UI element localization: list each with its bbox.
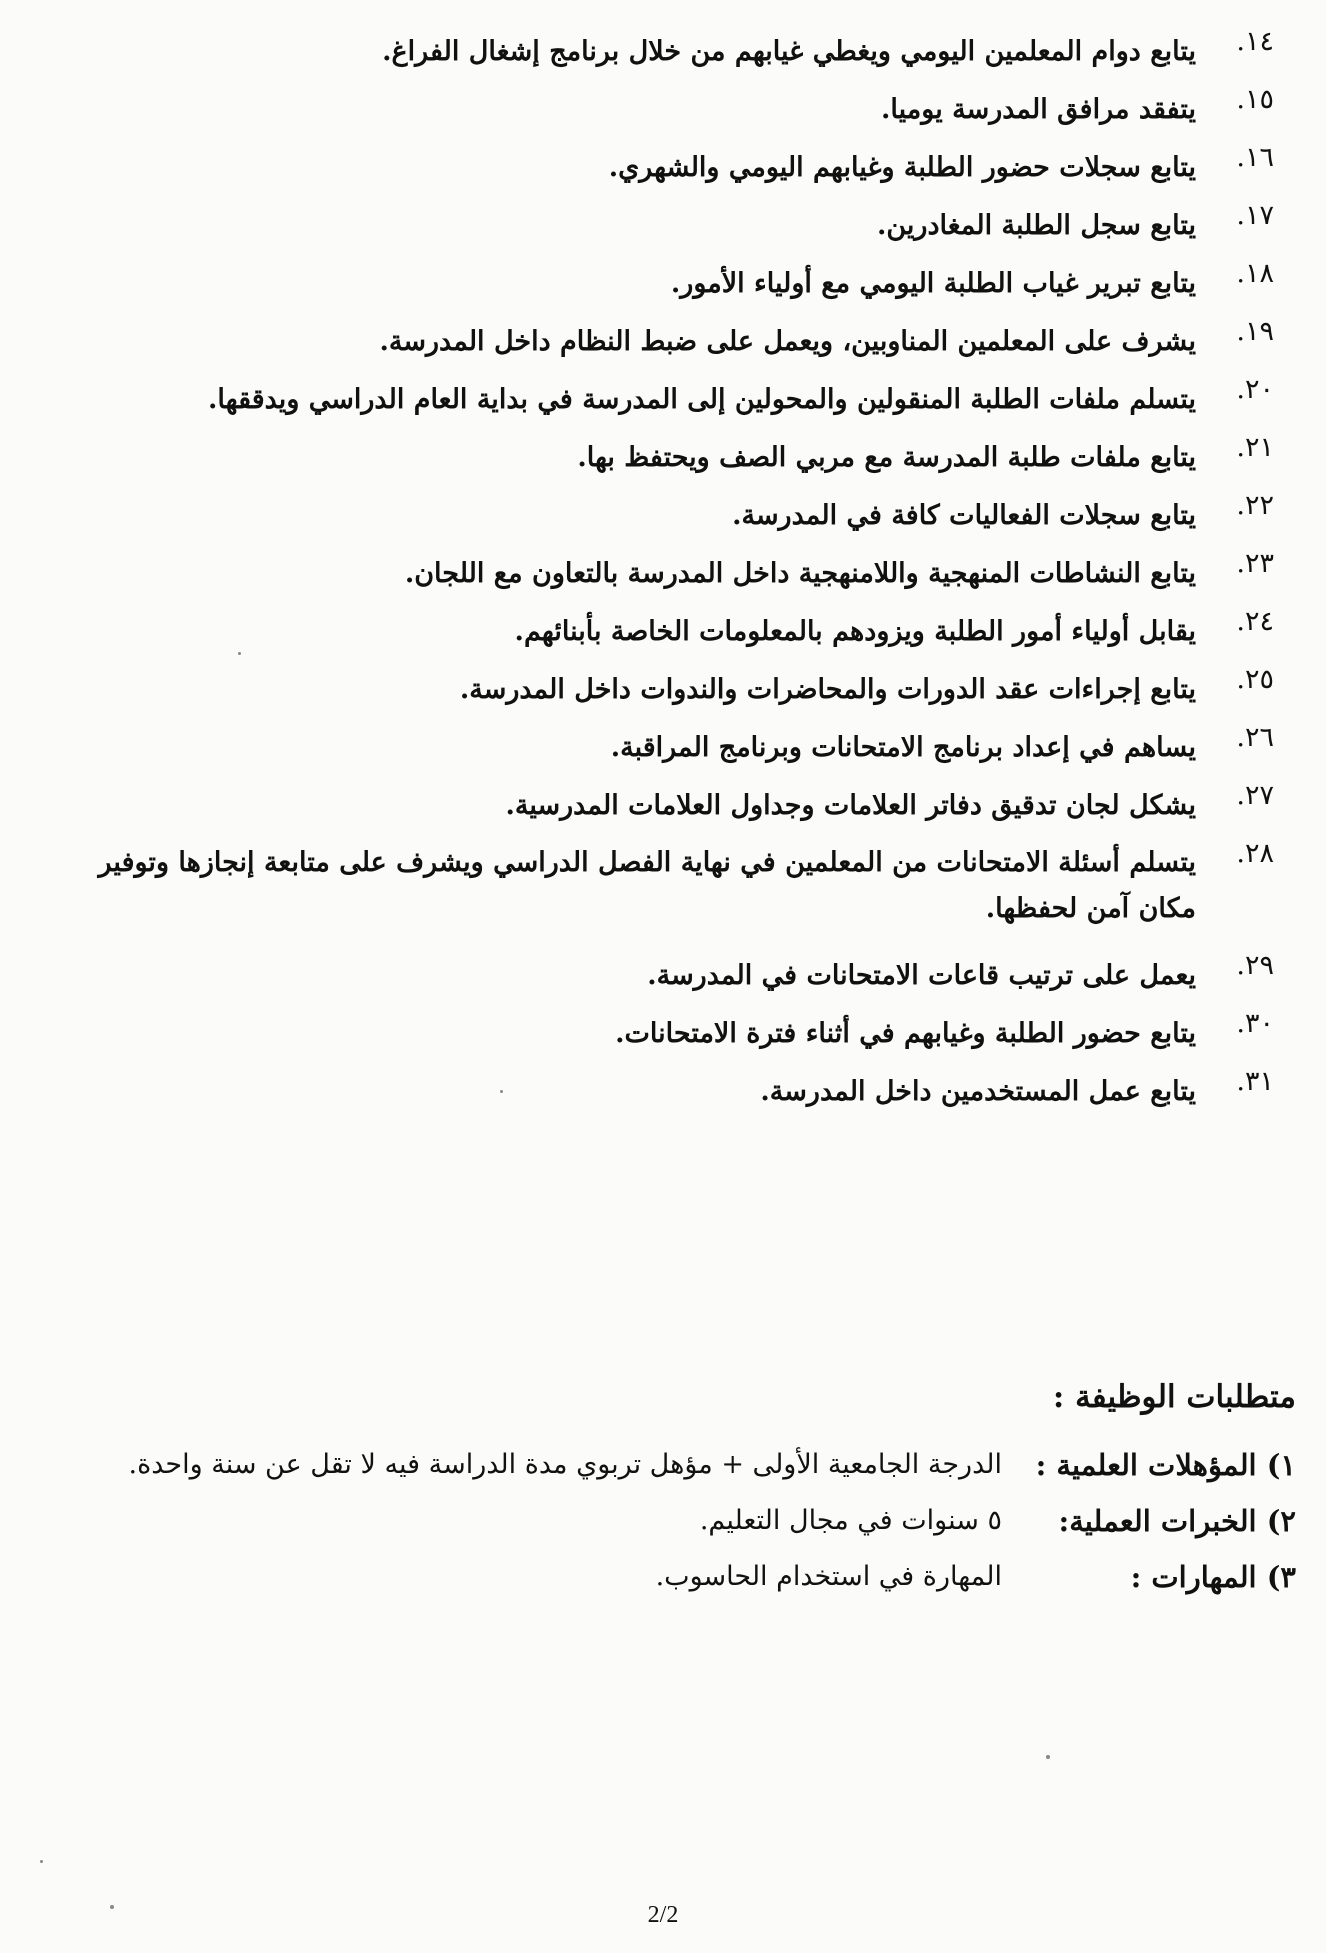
qualifications-label: ١) المؤهلات العلمية : — [1035, 1448, 1296, 1482]
list-item — [34, 22, 1274, 80]
list-item — [34, 1062, 1274, 1120]
scan-speck — [1046, 1755, 1050, 1759]
item-text: يتابع سجلات حضور الطلبة وغيابهم اليومي والشهري. — [608, 152, 1196, 183]
scan-speck — [238, 652, 241, 655]
list-item — [34, 428, 1274, 486]
list-item — [34, 370, 1274, 428]
requirements-title: متطلبات الوظيفة : — [1052, 1379, 1296, 1415]
experience-value: ٥ سنوات في مجال التعليم. — [699, 1505, 1002, 1536]
list-item — [34, 602, 1274, 660]
item-number: ٢٤. — [1236, 606, 1274, 637]
list-item — [34, 776, 1274, 834]
list-item — [34, 718, 1274, 776]
item-number: ١٥. — [1236, 84, 1274, 115]
duties-list — [34, 22, 1274, 1120]
item-number: ١٦. — [1236, 142, 1274, 173]
item-text: يعمل على ترتيب قاعات الامتحانات في المدرسة. — [647, 960, 1196, 991]
item-number: ٢٣. — [1236, 548, 1274, 579]
item-text: يقابل أولياء أمور الطلبة ويزودهم بالمعلومات الخاصة بأبنائهم. — [514, 616, 1196, 647]
item-text: يتسلم ملفات الطلبة المنقولين والمحولين إلى المدرسة في بداية العام الدراسي ويدققها. — [208, 384, 1196, 415]
list-item — [34, 486, 1274, 544]
list-item — [34, 1004, 1274, 1062]
item-number: ٢١. — [1236, 432, 1274, 463]
item-number: ٢٠. — [1236, 374, 1274, 405]
requirement-skills — [16, 1553, 1296, 1601]
item-text: يشكل لجان تدقيق دفاتر العلامات وجداول العلامات المدرسية. — [505, 790, 1196, 821]
item-text: يساهم في إعداد برنامج الامتحانات وبرنامج المراقبة. — [610, 732, 1196, 763]
list-item — [34, 80, 1274, 138]
item-text: يتابع تبرير غياب الطلبة اليومي مع أولياء الأمور. — [670, 268, 1196, 299]
item-number: ١٤. — [1236, 26, 1274, 57]
item-number: ٢٢. — [1236, 490, 1274, 521]
item-text: يتابع حضور الطلبة وغيابهم في أثناء فترة الامتحانات. — [615, 1018, 1196, 1049]
item-number: ٢٩. — [1236, 950, 1274, 981]
list-item — [34, 946, 1274, 1004]
item-number: ١٧. — [1236, 200, 1274, 231]
list-item — [34, 254, 1274, 312]
item-text: يتسلم أسئلة الامتحانات من المعلمين في نهاية الفصل الدراسي ويشرف على متابعة إنجازها وتوفير مكان آمن لحفظها. — [98, 847, 1196, 924]
requirement-experience — [16, 1497, 1296, 1545]
skills-label: ٣) المهارات : — [1130, 1560, 1296, 1594]
item-text: يتابع إجراءات عقد الدورات والمحاضرات والندوات داخل المدرسة. — [459, 674, 1196, 705]
experience-label: ٢) الخبرات العملية: — [1058, 1504, 1296, 1538]
list-item — [34, 196, 1274, 254]
list-item — [34, 138, 1274, 196]
job-requirements — [16, 1375, 1296, 1601]
item-text: يتابع دوام المعلمين اليومي ويغطي غيابهم من خلال برنامج إشغال الفراغ. — [382, 36, 1196, 67]
qualifications-value: الدرجة الجامعية الأولى + مؤهل تربوي مدة الدراسة فيه لا تقل عن سنة واحدة. — [128, 1449, 1002, 1480]
item-text: يتابع النشاطات المنهجية واللامنهجية داخل المدرسة بالتعاون مع اللجان. — [404, 558, 1196, 589]
item-number: ١٩. — [1236, 316, 1274, 347]
item-number: ٢٦. — [1236, 722, 1274, 753]
list-item — [34, 544, 1274, 602]
item-text: يتابع سجل الطلبة المغادرين. — [876, 210, 1196, 241]
item-text: يشرف على المعلمين المناوبين، ويعمل على ضبط النظام داخل المدرسة. — [379, 326, 1196, 357]
item-text: يتابع ملفات طلبة المدرسة مع مربي الصف ويحتفظ بها. — [577, 442, 1196, 473]
item-number: ٣١. — [1236, 1066, 1274, 1097]
item-text: يتفقد مرافق المدرسة يوميا. — [881, 94, 1196, 125]
page-number: 2/2 — [647, 1902, 679, 1928]
scan-speck — [110, 1905, 114, 1909]
skills-value: المهارة في استخدام الحاسوب. — [655, 1561, 1002, 1592]
item-number: ٢٨. — [1236, 838, 1274, 869]
requirement-qualifications — [16, 1441, 1296, 1489]
scan-speck — [500, 1090, 503, 1093]
item-number: ١٨. — [1236, 258, 1274, 289]
item-number: ٢٥. — [1236, 664, 1274, 695]
list-item — [34, 660, 1274, 718]
item-text: يتابع سجلات الفعاليات كافة في المدرسة. — [732, 500, 1196, 531]
list-item — [34, 834, 1274, 946]
item-number: ٢٧. — [1236, 780, 1274, 811]
item-text: يتابع عمل المستخدمين داخل المدرسة. — [760, 1076, 1196, 1107]
scan-speck — [40, 1860, 43, 1863]
list-item — [34, 312, 1274, 370]
item-number: ٣٠. — [1236, 1008, 1274, 1039]
